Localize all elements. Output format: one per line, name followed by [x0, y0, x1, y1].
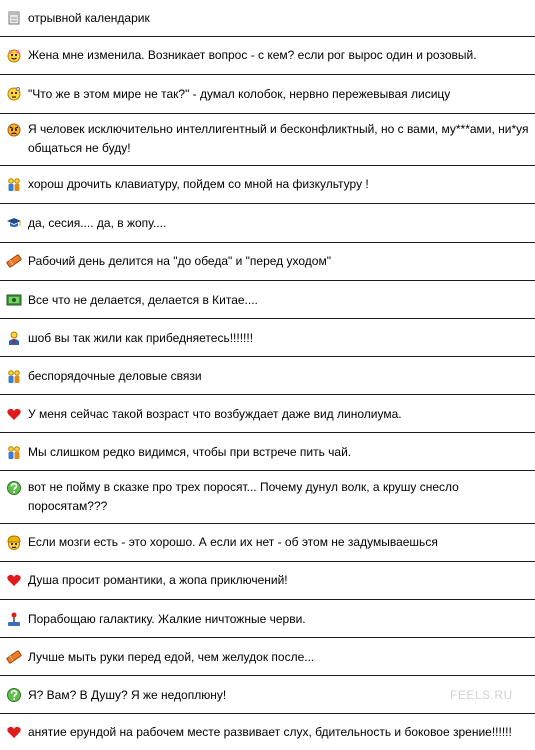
status-text: Душа просит романтики, а жопа приключений!: [28, 573, 288, 587]
row-separator: [0, 113, 535, 114]
row-separator: [0, 280, 535, 281]
status-text: Я? Вам? В Душу? Я же недоплюну!: [28, 688, 227, 702]
row-separator: [0, 713, 535, 714]
two-people-icon: [6, 444, 22, 460]
list-item: [0, 396, 535, 434]
list-item: [0, 434, 535, 472]
ticket-icon: [6, 253, 22, 269]
row-separator: [0, 36, 535, 37]
smiley-pink-bow-icon: [6, 47, 22, 63]
heart-icon: [6, 572, 22, 588]
status-text: Рабочий день делится на "до обеда" и "перед уходом": [28, 254, 331, 268]
row-separator: [0, 203, 535, 204]
list-item: [0, 114, 535, 166]
ticket-icon: [6, 649, 22, 665]
status-text: беспорядочные деловые связи: [28, 369, 202, 383]
heart-icon: [6, 724, 22, 740]
status-text: Все что не делается, делается в Китае....: [28, 293, 258, 307]
money-icon: [6, 292, 22, 308]
person-suit-icon: [6, 330, 22, 346]
status-text: Если мозги есть - это хорошо. А если их нет - об этом не задумываешься: [28, 535, 438, 549]
status-text: "Что же в этом мире не так?" - думал колобок, нервно пережевывая лисицу: [28, 87, 451, 101]
row-separator: [0, 74, 535, 75]
row-separator: [0, 394, 535, 395]
list-item: [0, 37, 535, 76]
status-text: отрывной календарик: [28, 11, 150, 25]
status-text: да, сесия.... да, в жопу....: [28, 216, 167, 230]
row-separator: [0, 599, 535, 600]
graduation-cap-icon: [6, 215, 22, 231]
list-item: [0, 282, 535, 320]
joystick-icon: [6, 611, 22, 627]
list-item: [0, 601, 535, 639]
hardhat-smiley-icon: [6, 534, 22, 550]
row-separator: [0, 470, 535, 471]
two-people-icon: [6, 368, 22, 384]
status-text: Мы слишком редко видимся, чтобы при встрече пить чай.: [28, 445, 352, 459]
list-item: [0, 562, 535, 601]
watermark: FEELS.RU: [450, 688, 513, 702]
question-smiley-icon: [6, 687, 22, 703]
question-smiley-icon: [6, 480, 22, 496]
status-text: анятие ерундой на рабочем месте развивает слух, бдительность и боковое зрение!!!!!!: [28, 725, 512, 739]
status-text: Лучше мыть руки перед едой, чем желудок после...: [28, 650, 315, 664]
row-separator: [0, 242, 535, 243]
list-item: [0, 76, 535, 114]
status-text: Я человек исключительно интеллигентный и бесконфликтный, но с вами, му***ами, ни*уя общаться не буду!: [28, 122, 529, 155]
row-separator: [0, 432, 535, 433]
list-item: [0, 472, 535, 524]
heart-icon: [6, 406, 22, 422]
row-separator: [0, 675, 535, 676]
status-text: хорош дрочить клавиатуру, пойдем со мной на физкультуру !: [28, 177, 369, 191]
status-text: Жена мне изменила. Возникает вопрос - с кем? если рог вырос один и розовый.: [28, 48, 477, 62]
row-separator: [0, 356, 535, 357]
list-item: [0, 166, 535, 205]
row-separator: [0, 523, 535, 524]
status-text: вот не пойму в сказке про трех поросят... Почему дунул волк, а крушу снесло поросятам???: [28, 480, 459, 513]
list-item: [0, 205, 535, 243]
row-separator: [0, 318, 535, 319]
row-separator: [0, 165, 535, 166]
list-item: [0, 639, 535, 677]
list-item: [0, 714, 535, 750]
status-text: шоб вы так жили как прибедняетесь!!!!!!!: [28, 331, 254, 345]
thinking-smiley-icon: [6, 86, 22, 102]
list-item: [0, 243, 535, 282]
status-text: Порабощаю галактику. Жалкие ничтожные черви.: [28, 612, 306, 626]
status-text: У меня сейчас такой возраст что возбуждает даже вид линолиума.: [28, 407, 402, 421]
list-item: [0, 358, 535, 396]
row-separator: [0, 561, 535, 562]
list-item: [0, 0, 535, 37]
list-item: [0, 524, 535, 562]
calendar-icon: [6, 10, 22, 26]
two-people-icon: [6, 176, 22, 192]
row-separator: [0, 637, 535, 638]
list-item: [0, 320, 535, 358]
angry-smiley-icon: [6, 122, 22, 138]
